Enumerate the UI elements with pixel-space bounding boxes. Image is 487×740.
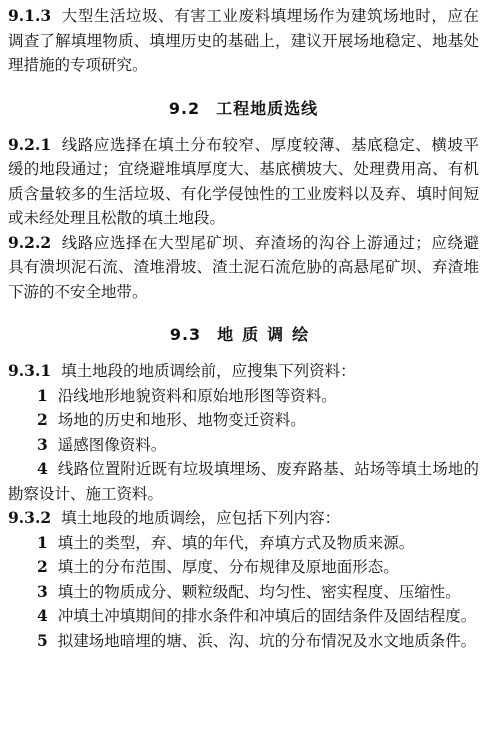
clause-9-3-1 [8, 359, 479, 384]
section-heading-9-2 [8, 96, 479, 119]
list-item [8, 384, 479, 409]
section-title: 地质调绘 [217, 325, 318, 344]
clause-9-2-2 [8, 231, 479, 305]
item-text: 冲填土冲填期间的排水条件和冲填后的固结条件及固结程度。 [57, 607, 477, 625]
list-item [8, 580, 479, 605]
item-number: 5 [37, 630, 48, 650]
list-item [8, 457, 479, 506]
clause-9-3-2 [8, 506, 479, 531]
section-number: 9.2 [168, 98, 201, 118]
clause-number: 9.1.3 [8, 6, 52, 25]
clause-number: 9.2.2 [8, 232, 52, 252]
item-number: 4 [37, 459, 48, 478]
item-text: 线路位置附近既有垃圾填埋场、废弃路基、站场等填土场地的勘察设计、施工资料。 [8, 460, 479, 503]
item-text: 沿线地形地貌资料和原始地形图等资料。 [57, 386, 337, 405]
item-number: 2 [37, 410, 48, 429]
clause-number: 9.3.1 [8, 361, 52, 380]
item-number: 4 [37, 606, 48, 625]
list-item [8, 555, 479, 580]
item-text: 填土的类型，弃、填的年代，弃填方式及物质来源。 [57, 533, 415, 552]
clause-number: 9.3.2 [8, 508, 52, 527]
item-text: 场地的历史和地形、地物变迁资料。 [57, 411, 306, 429]
item-text: 填土的分布范围、厚度、分布规律及原地面形态。 [57, 558, 399, 576]
item-number: 2 [37, 557, 48, 576]
clause-text: 大型生活垃圾、有害工业废料填埋场作为建筑场地时，应在调查了解填埋物质、填埋历史的基础上，建议开展场地稳定、地基处理措施的专项研究。 [8, 7, 479, 74]
item-number: 1 [37, 532, 48, 552]
item-text: 拟建场地暗埋的塘、浜、沟、坑的分布情况及水文地质条件。 [57, 631, 477, 650]
clause-text: 线路应选择在填土分布较窄、厚度较薄、基底稳定、横坡平缓的地段通过；宜绕避堆填厚度大、基底横坡大、处理费用高、有机质含量较多的生活垃圾、有化学侵蚀性的工业废料以及弃、填时间短或未经处理且松散的填土地段。 [8, 135, 479, 227]
clause-text: 填土地段的地质调绘，应包括下列内容： [61, 509, 341, 527]
item-number: 1 [37, 385, 48, 405]
clause-9-1-3 [8, 4, 479, 78]
clause-text: 线路应选择在大型尾矿坝、弃渣场的沟谷上游通过；应绕避具有溃坝泥石流、渣堆滑坡、渣土泥石流危胁的高悬尾矿坝、弃渣堆下游的不安全地带。 [8, 233, 479, 301]
list-item [8, 433, 479, 458]
section-number: 9.3 [169, 325, 202, 344]
clause-text: 填土地段的地质调绘前，应搜集下列资料： [61, 362, 356, 380]
list-item [8, 629, 479, 654]
item-number: 3 [37, 581, 48, 601]
list-item [8, 531, 479, 556]
clause-number: 9.2.1 [8, 134, 52, 154]
section-title: 工程地质选线 [216, 98, 319, 118]
clause-9-2-1 [8, 133, 479, 231]
list-item [8, 604, 479, 629]
list-item [8, 408, 479, 433]
item-number: 3 [37, 434, 48, 454]
section-heading-9-3 [8, 322, 479, 345]
item-text: 填土的物质成分、颗粒级配、均匀性、密实程度、压缩性。 [57, 582, 461, 601]
item-text: 遥感图像资料。 [57, 435, 167, 454]
